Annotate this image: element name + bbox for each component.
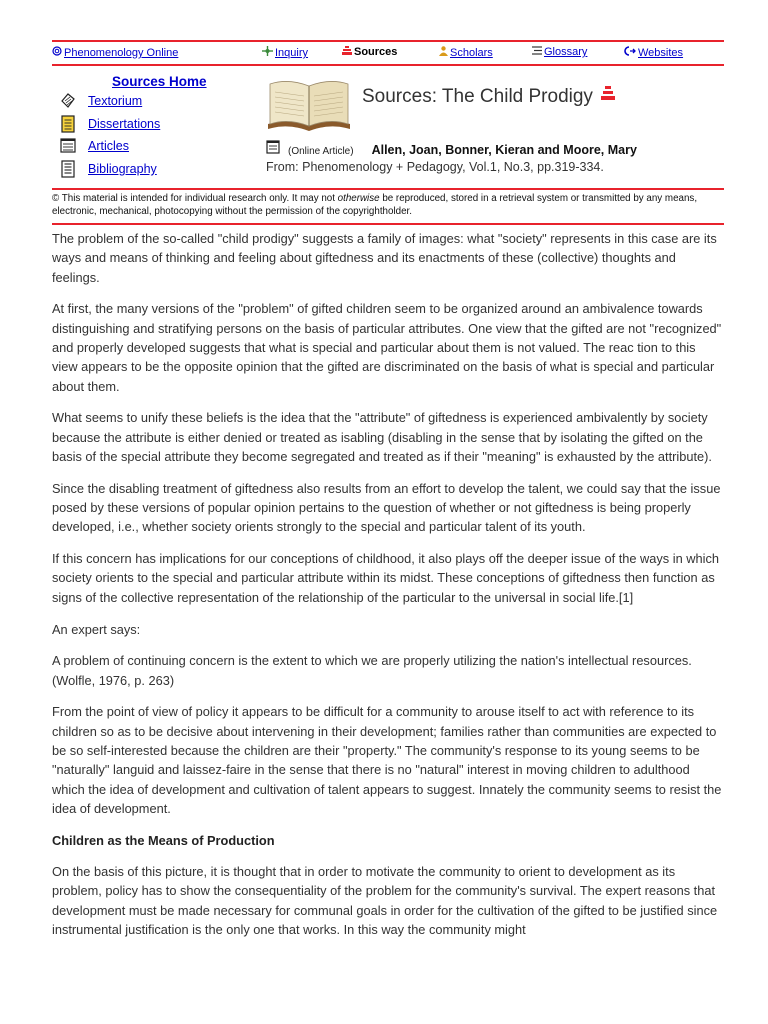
- paragraph: What seems to unify these beliefs is the idea that the "attribute" of giftedness is experienced ambivalently by society because the attribute is either denied or treated as isabling (disabling in the sense that by isolating the gifted on the basis of the special attribute they become segregated and treated as if their "meaning" is exhausted by the attribute).: [52, 410, 712, 464]
- nav-sources[interactable]: [342, 46, 397, 58]
- page-title: [362, 86, 615, 108]
- top-rule: [52, 40, 724, 42]
- paragraph: On the basis of this picture, it is thought that in order to motivate the community to orient to development as its problem, policy has to show the consequentiality of the problem for the community's survival. The expert reasons that development must be made necessary for communal goals in order for the cultivation of the gifted to be justified since instrumental justification is the only one that works. In this way the community might: [52, 864, 718, 937]
- textorium-icon: [60, 92, 76, 110]
- sidebar-item-label[interactable]: Textorium: [88, 94, 143, 108]
- spiral-icon: [52, 46, 62, 59]
- nav-label[interactable]: Scholars: [450, 47, 493, 59]
- sidebar-item-dissertations[interactable]: [60, 115, 160, 137]
- bibliography-icon: [60, 160, 76, 178]
- scholars-icon: [439, 46, 448, 59]
- document-icon: [266, 140, 280, 156]
- nav-scholars[interactable]: [439, 46, 493, 59]
- sources-home-link[interactable]: Sources Home: [112, 74, 207, 89]
- sidebar-item-articles[interactable]: [60, 137, 129, 159]
- paragraph: From the point of view of policy it appears to be difficult for a community to arouse itself to act with reference to its children so as to be decisive about intervening in their development; families rather than communities are expected to be so self-interested because the children are their "property." The community's response to its young seems to be "naturally" languid and laissez-faire in the sense that there is no "natural" interest in moving children to adulthood which the idea of development and cultivation of talent appears to suggest. Innately the community seems to resist the idea of development.: [52, 704, 722, 816]
- copyright-prefix: © This material is intended for individual research only. It may not: [52, 193, 338, 204]
- sources-icon: [342, 46, 352, 58]
- red-stack-icon: [597, 89, 615, 106]
- inquiry-icon: [262, 46, 273, 59]
- top-nav: [52, 44, 724, 62]
- page-title-text: Sources: The Child Prodigy: [362, 86, 593, 107]
- block-quote: A problem of continuing concern is the extent to which we are properly utilizing the nation's intellectual resources. (Wolfle, 1976, p. 263): [52, 653, 692, 688]
- nav-label[interactable]: Phenomenology Online: [64, 47, 179, 59]
- copyright-emphasis: otherwise: [337, 193, 380, 204]
- glossary-icon: [532, 46, 542, 58]
- nav-label[interactable]: Inquiry: [275, 47, 309, 59]
- nav-bottom-rule: [52, 64, 724, 66]
- article-type: (Online Article): [288, 146, 354, 157]
- sidebar-item-label[interactable]: Articles: [88, 139, 129, 153]
- article-body: [52, 229, 724, 952]
- nav-label[interactable]: Sources: [354, 46, 398, 58]
- nav-label[interactable]: Glossary: [544, 46, 588, 58]
- nav-websites[interactable]: [624, 46, 683, 59]
- sidebar-item-bibliography[interactable]: [60, 160, 157, 182]
- articles-icon: [60, 137, 76, 155]
- sidebar-item-label[interactable]: Dissertations: [88, 117, 161, 131]
- section-heading: Children as the Means of Production: [52, 832, 275, 848]
- paragraph: An expert says:: [52, 621, 141, 637]
- paragraph: At first, the many versions of the "problem" of gifted children seem to be organized around an ambivalence towards distinguishing and stratifying persons on the basis of particular attributes. One view that the gifted are not "recognized" and properly developed suggests that what is special and particular about them is not valued. The reac tion to this view appears to be the opposite opinion that the gifted are discriminated on the basis of what is special and particular about them.: [52, 301, 722, 394]
- nav-phenomenology-online[interactable]: [52, 46, 178, 59]
- nav-label[interactable]: Websites: [638, 47, 684, 59]
- copyright-notice: [52, 192, 724, 218]
- copyright-bottom-rule: [52, 223, 724, 225]
- nav-glossary[interactable]: [532, 46, 587, 58]
- copyright-suffix: be reproduced, stored in a retrieval system or transmitted by any means, electronic, mechanical, photocopying without the permission of the copyrightholder.: [52, 193, 698, 217]
- nav-inquiry[interactable]: [262, 46, 308, 59]
- open-book-image: [266, 76, 352, 132]
- article-source: From: Phenomenology + Pedagogy, Vol.1, No.3, pp.319-334.: [266, 160, 604, 174]
- paragraph: The problem of the so-called "child prodigy" suggests a family of images: what "society" represents in this case are its ways and means of thinking and feeling about giftedness and its enactments of these (collective) thoughts and feelings.: [52, 231, 717, 285]
- article-meta: [266, 140, 637, 157]
- sidebar-item-label[interactable]: Bibliography: [88, 162, 157, 176]
- paragraph: Since the disabling treatment of giftedness also results from an effort to develop the talent, we could say that the issue posed by these versions of popular opinion pertains to the question of whether or not giftedness is being properly developed, i.e., whether society orients strongly to the special and particular talent of its youth.: [52, 480, 721, 535]
- dissertations-icon: [60, 115, 76, 133]
- websites-icon: [624, 46, 636, 59]
- sidebar-item-textorium[interactable]: [60, 92, 142, 114]
- header-bottom-rule: [52, 188, 724, 190]
- paragraph: If this concern has implications for our conceptions of childhood, it also plays off the deeper issue of the ways in which society orients to the special and particular attribute within its midst. These conceptions of giftedness then function as signs of the collective representation of the relationship of the particular to the universal in social life.[1]: [52, 551, 719, 605]
- article-authors: Allen, Joan, Bonner, Kieran and Moore, Mary: [371, 143, 637, 157]
